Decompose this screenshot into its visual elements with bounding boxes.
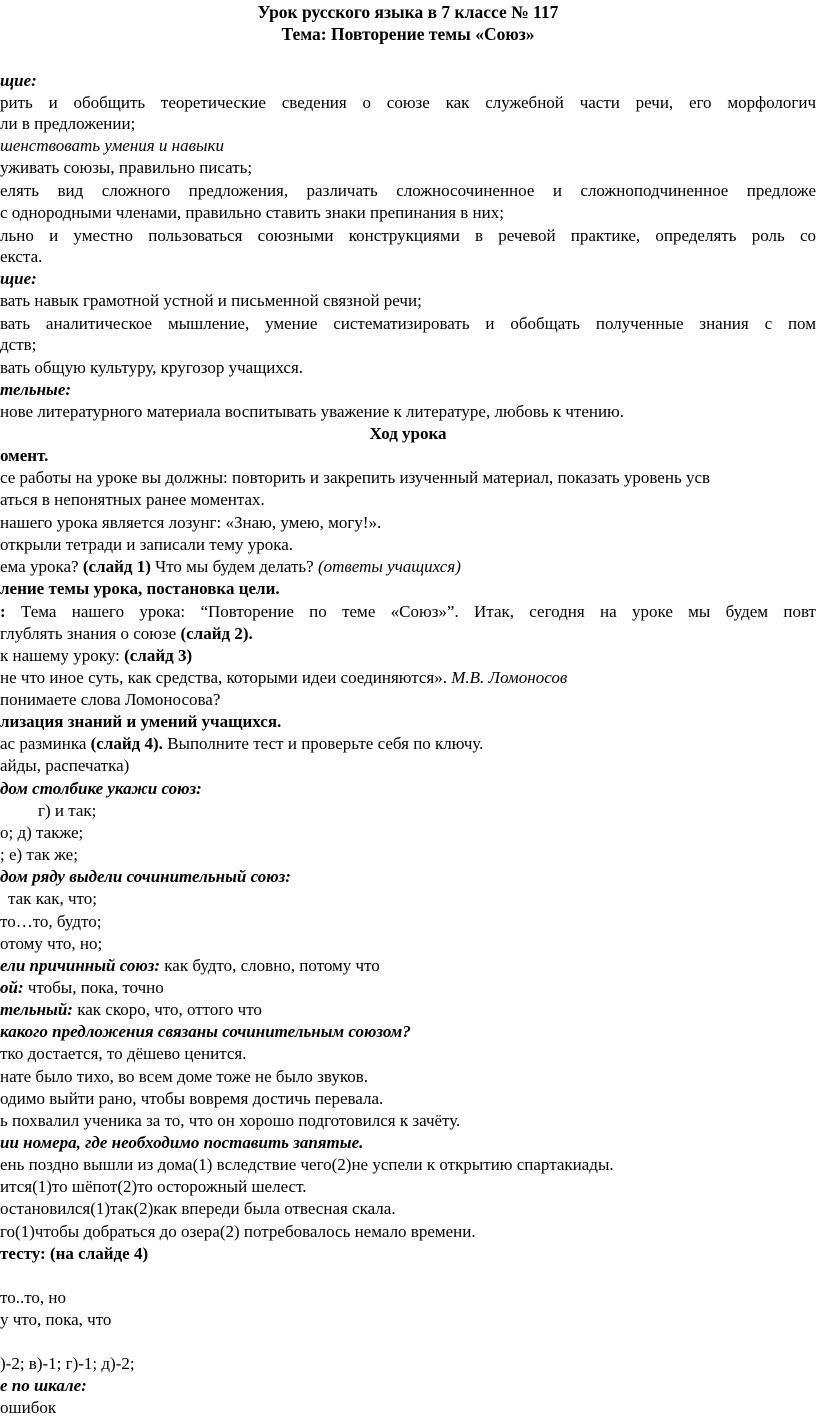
warmup-text: ас разминка bbox=[0, 734, 91, 753]
q3-line bbox=[0, 955, 380, 977]
dev-goal-3: вать общую культуру, кругозор учащихся. bbox=[0, 358, 304, 377]
edu-goal-4-line-1: елять вид сложного предложения, различать сложносочиненное и сложноподчиненное предложе bbox=[0, 181, 816, 200]
q4-options: чтобы, пока, точно bbox=[23, 978, 164, 997]
q6-row-4: ь похвалил ученика за то, что он хорошо подготовился к зачёту. bbox=[0, 1111, 461, 1130]
q3-options: как будто, словно, потому что bbox=[160, 956, 380, 975]
topic-line-2 bbox=[0, 623, 253, 645]
q1-row-3: ; е) так же; bbox=[0, 845, 78, 864]
lesson-course-heading: Ход урока bbox=[369, 424, 447, 443]
q7-row-1: ень поздно вышли из дома(1) вследствие чего(2)не успели к открытию спартакиады. bbox=[0, 1155, 614, 1174]
q5-line bbox=[0, 999, 262, 1021]
lomonosov-quote bbox=[0, 667, 567, 689]
q2-row-2: то…то, будто; bbox=[0, 912, 102, 931]
slide-1-ref: (слайд 1) bbox=[82, 557, 151, 576]
topic-line-2-text: глублять знания о союзе bbox=[0, 624, 181, 643]
slide-2-ref: (слайд 2). bbox=[180, 624, 253, 643]
student-answers-note: (ответы учащихся) bbox=[317, 557, 461, 576]
q6-row-1: тко достается, то дёшево ценится. bbox=[0, 1044, 247, 1063]
key-line-3: )-2; в)-1; г)-1; д)-2; bbox=[0, 1354, 135, 1373]
topic-line-1-text: Тема нашего урока: “Повторение по теме «Союз»”. Итак, сегодня на уроке мы будем повт bbox=[20, 602, 816, 621]
q7-row-2: ится(1)то шёпот(2)то осторожный шелест. bbox=[0, 1177, 307, 1196]
topic-line-1-label: : bbox=[0, 602, 21, 621]
actualization-heading: лизация знаний и умений учащихся. bbox=[0, 712, 282, 731]
educational-goals-heading: щие: bbox=[0, 71, 37, 90]
q7-row-4: го(1)чтобы добраться до озера(2) потребовалось немало времени. bbox=[0, 1222, 476, 1241]
key-heading: тесту: (на слайде 4) bbox=[0, 1244, 149, 1263]
moment-line-1: се работы на уроке вы должны: повторить и закрепить изученный материал, показать уровень усв bbox=[0, 468, 711, 487]
edu-goal-1-line-1: рить и обобщить теоретические сведения о союзе как служебной части речи, его морфологич bbox=[0, 93, 816, 112]
edu-goal-5-line-2: екста. bbox=[0, 247, 43, 266]
dev-goal-2-line-1: вать аналитическое мышление, умение систематизировать и обобщать полученные знания с пом bbox=[0, 314, 816, 333]
q1-row-1: г) и так; bbox=[38, 801, 97, 820]
scale-heading: е по шкале: bbox=[0, 1376, 87, 1395]
edu-goal-4-line-2: с однородными членами, правильно ставить знаки препинания в них; bbox=[0, 203, 504, 222]
slide-3-ref: (слайд 3) bbox=[124, 646, 193, 665]
topic-line-5: понимаете слова Ломоносова? bbox=[0, 690, 221, 709]
moment-line-3: нашего урока является лозунг: «Знаю, умею, могу!». bbox=[0, 513, 382, 532]
topic-line-3 bbox=[0, 645, 192, 667]
quote-author: М.В. Ломоносов bbox=[451, 668, 568, 687]
org-moment-heading: омент. bbox=[0, 446, 49, 465]
moment-line-4: открыли тетради и записали тему урока. bbox=[0, 535, 294, 554]
up-goal-1: нове литературного материала воспитывать уважение к литературе, любовь к чтению. bbox=[0, 402, 625, 421]
q1-heading: дом столбике укажи союз: bbox=[0, 779, 202, 798]
edu-goal-3: уживать союзы, правильно писать; bbox=[0, 158, 253, 177]
q5-label: тельный: bbox=[0, 1000, 73, 1019]
q2-row-1: так как, что; bbox=[8, 889, 97, 908]
warmup-line bbox=[0, 733, 483, 755]
slide-4-ref: (слайд 4). bbox=[90, 734, 163, 753]
developing-goals-heading: щие: bbox=[0, 269, 37, 288]
q2-row-3: отому что, но; bbox=[0, 934, 103, 953]
topic-goal-heading: ление темы урока, постановка цели. bbox=[0, 579, 280, 598]
key-line-2: у что, пока, что bbox=[0, 1310, 112, 1329]
q4-label: ой: bbox=[0, 978, 24, 997]
moment-line-2: аться в непонятных ранее моментах. bbox=[0, 490, 265, 509]
warmup-instruction: Выполните тест и проверьте себя по ключу. bbox=[162, 734, 484, 753]
q5-options: как скоро, что, оттого что bbox=[72, 1000, 262, 1019]
lesson-topic: Тема: Повторение темы «Союз» bbox=[281, 24, 535, 44]
dev-goal-2-line-2: дств; bbox=[0, 335, 37, 354]
edu-goal-2: шенствовать умения и навыки bbox=[0, 136, 224, 155]
q6-row-3: одимо выйти рано, чтобы вовремя достичь перевала. bbox=[0, 1089, 384, 1108]
lesson-title: Урок русского языка в 7 классе № 117 bbox=[257, 2, 559, 22]
q6-row-2: нате было тихо, во всем доме тоже не было звуков. bbox=[0, 1067, 369, 1086]
dev-goal-1: вать навык грамотной устной и письменной связной речи; bbox=[0, 291, 422, 310]
moment-line-5 bbox=[0, 556, 461, 578]
key-line-1: то..то, но bbox=[0, 1288, 67, 1307]
upbringing-goals-heading: тельные: bbox=[0, 380, 72, 399]
q2-heading: дом ряду выдели сочинительный союз: bbox=[0, 867, 291, 886]
scale-line-1: ошибок bbox=[0, 1398, 57, 1417]
moment-line-5-question: Что мы будем делать? bbox=[150, 557, 318, 576]
q1-row-2: о; д) также; bbox=[0, 823, 84, 842]
q7-row-3: остановился(1)так(2)как впереди была отвесная скала. bbox=[0, 1199, 396, 1218]
topic-line-3-text: к нашему уроку: bbox=[0, 646, 125, 665]
topic-line-1 bbox=[0, 601, 816, 623]
moment-line-5-text: ема урока? bbox=[0, 557, 83, 576]
q3-label: ели причинный союз: bbox=[0, 956, 161, 975]
edu-goal-5-line-1: льно и уместно пользоваться союзными конструкциями в речевой практике, определять роль со bbox=[0, 226, 816, 245]
warmup-materials: айды, распечатка) bbox=[0, 756, 130, 775]
q7-heading: ии номера, где необходимо поставить запятые. bbox=[0, 1133, 364, 1152]
q6-heading: какого предложения связаны сочинительным союзом? bbox=[0, 1022, 411, 1041]
q4-line bbox=[0, 977, 164, 999]
edu-goal-1-line-2: ли в предложении; bbox=[0, 114, 136, 133]
quote-text: не что иное суть, как средства, которыми идеи соединяются». bbox=[0, 668, 452, 687]
